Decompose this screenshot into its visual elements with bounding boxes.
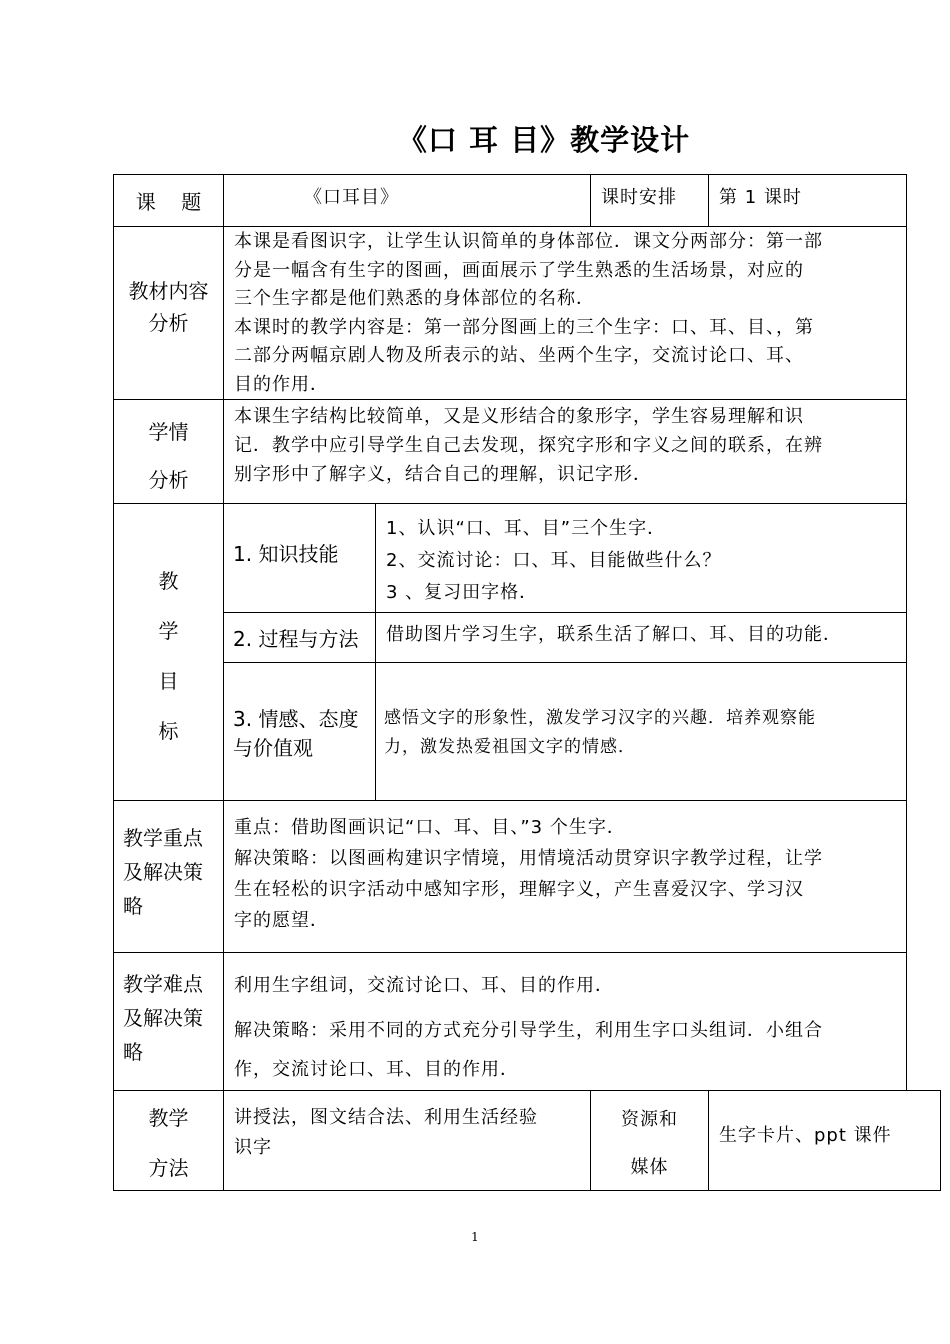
difficulty-content-cell	[223, 952, 907, 1091]
method-value-line2: 识字	[234, 1137, 272, 1158]
emotion-line: 力，激发热爱祖国文字的情感．	[384, 737, 636, 757]
course-value: 《口耳目》	[304, 187, 399, 208]
resource-label-line2: 媒体	[630, 1157, 669, 1178]
difficulty-label-line: 及解决策	[123, 1006, 203, 1030]
key-content-cell	[223, 800, 907, 953]
student-line: 记．教学中应引导学生自己去发现，探究字形和字义之间的联系，在辨	[234, 435, 823, 456]
process-label: 2. 过程与方法	[233, 627, 359, 651]
schedule-value-cell	[708, 174, 907, 227]
difficulty-line2: 解决策略：采用不同的方式充分引导学生，利用生字口头组词．小组合	[234, 1020, 823, 1041]
knowledge-content-cell	[375, 503, 907, 613]
schedule-label: 课时安排	[601, 187, 677, 208]
goals-label-char: 标	[158, 719, 179, 743]
method-value-cell	[223, 1090, 591, 1191]
material-line: 二部分两幅京剧人物及所表示的站、坐两个生字，交流讨论口、耳、	[234, 345, 804, 366]
resource-value-cell	[708, 1090, 941, 1191]
key-label-line: 略	[123, 894, 143, 918]
emotion-line: 感悟文字的形象性，激发学习汉字的兴趣．培养观察能	[384, 708, 816, 728]
schedule-label-cell	[590, 174, 709, 227]
page-number: 1	[471, 1230, 479, 1244]
method-label-line2: 方法	[148, 1156, 189, 1180]
emotion-label-cell	[223, 662, 376, 801]
goals-label-cell	[113, 503, 224, 801]
key-line: 重点：借助图画识记“口、耳、目、”3 个生字．	[234, 817, 626, 838]
knowledge-label-cell	[223, 503, 376, 613]
material-label-line2: 分析	[148, 311, 189, 335]
student-line: 别字形中了解字义，结合自己的理解，识记字形．	[234, 464, 652, 485]
difficulty-label-cell	[113, 952, 224, 1091]
student-label-cell	[113, 399, 224, 504]
goals-label-char: 学	[158, 619, 179, 643]
material-label-line1: 教材内容	[128, 279, 209, 303]
key-line: 生在轻松的识字活动中感知字形，理解字义，产生喜爱汉字、学习汉	[234, 879, 804, 900]
method-label-cell	[113, 1090, 224, 1191]
goals-label-char: 目	[158, 669, 179, 693]
key-label-cell	[113, 800, 224, 953]
course-label: 课 题	[135, 190, 202, 214]
key-line: 解决策略：以图画构建识字情境，用情境活动贯穿识字教学过程，让学	[234, 848, 823, 869]
key-label-line: 及解决策	[123, 860, 203, 884]
student-content-cell	[223, 399, 907, 504]
material-line: 本课是看图识字，让学生认识简单的身体部位．课文分两部分：第一部	[234, 231, 823, 252]
resource-label-cell	[590, 1090, 709, 1191]
material-content-cell	[223, 226, 907, 400]
method-value-line1: 讲授法，图文结合法、利用生活经验	[234, 1107, 538, 1128]
process-text: 借助图片学习生字，联系生活了解口、耳、目的功能．	[386, 624, 842, 645]
goals-label-char: 教	[158, 569, 179, 593]
emotion-label-line1: 3. 情感、态度	[233, 707, 359, 731]
difficulty-line1: 利用生字组词，交流讨论口、耳、目的作用．	[234, 975, 614, 996]
difficulty-label-line: 略	[123, 1040, 143, 1064]
student-line: 本课生字结构比较简单，又是义形结合的象形字，学生容易理解和识	[234, 406, 804, 427]
emotion-label-line2: 与价值观	[233, 736, 313, 760]
document-title: 《口 耳 目》教学设计	[397, 123, 691, 157]
resource-value: 生字卡片、ppt 课件	[719, 1125, 892, 1146]
difficulty-label-line: 教学难点	[123, 972, 203, 996]
process-content-cell	[375, 612, 907, 663]
process-label-cell	[223, 612, 376, 663]
key-label-line: 教学重点	[123, 826, 203, 850]
knowledge-line: 1、认识“口、耳、目”三个生字．	[386, 518, 667, 539]
emotion-content-cell	[375, 662, 907, 801]
material-line: 目的作用．	[234, 373, 329, 395]
method-label-line1: 教学	[148, 1106, 189, 1130]
course-label-cell	[113, 174, 224, 227]
course-value-cell	[223, 174, 591, 227]
knowledge-line: 3 、复习田字格．	[386, 582, 539, 603]
material-line: 本课时的教学内容是：第一部分图画上的三个生字：口、耳、目、，第	[234, 316, 814, 338]
student-label-line1: 学情	[148, 420, 189, 444]
schedule-value: 第 1 课时	[719, 187, 802, 208]
knowledge-label: 1. 知识技能	[233, 542, 339, 566]
resource-label-line1: 资源和	[621, 1109, 678, 1130]
key-line: 字的愿望．	[234, 910, 329, 931]
material-label-cell	[113, 226, 224, 400]
knowledge-line: 2、交流讨论：口、耳、目能做些什么？	[386, 550, 722, 571]
student-label-line2: 分析	[148, 468, 189, 492]
material-line: 三个生字都是他们熟悉的身体部位的名称．	[234, 288, 595, 309]
difficulty-line3: 作，交流讨论口、耳、目的作用．	[234, 1059, 519, 1080]
material-line: 分是一幅含有生字的图画，画面展示了学生熟悉的生活场景，对应的	[234, 259, 804, 281]
